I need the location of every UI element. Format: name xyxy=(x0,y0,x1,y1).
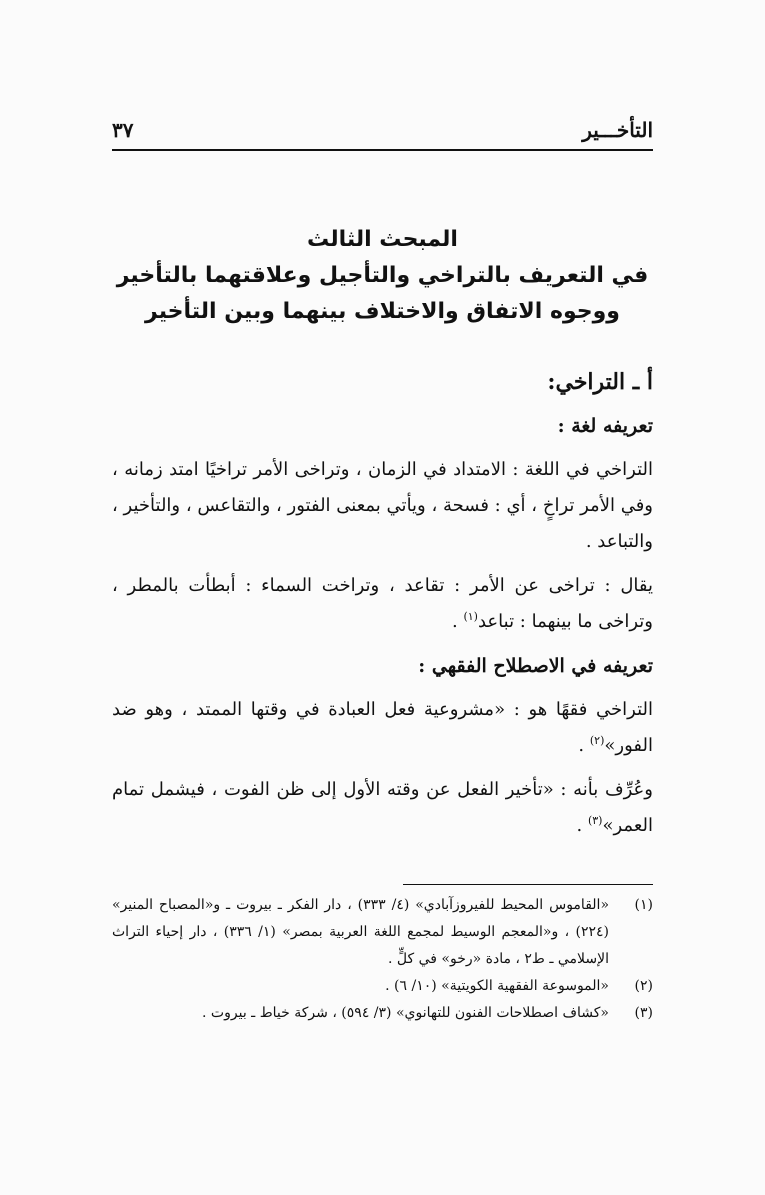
footnote-ref-2[interactable]: (٢) xyxy=(589,734,605,747)
footnote-number: (٢) xyxy=(634,978,653,994)
paragraph-3 xyxy=(112,692,653,764)
footnote-3 xyxy=(112,1000,653,1027)
footnote-ref-3[interactable]: (٣) xyxy=(587,814,603,827)
paragraph-1: التراخي في اللغة : الامتداد في الزمان ، وتراخى الأمر تراخيًا امتد زمانه ، وفي الأمر تراخٍ ، أي : فسحة ، ويأتي بمعنى الفتور ، والتقاعس ، والتأخير ، والتباعد . xyxy=(112,459,653,552)
paragraph-4 xyxy=(112,772,653,844)
paragraph-2-text: يقال : تراخى عن الأمر : تقاعد ، وتراخت السماء : أبطأت بالمطر ، وتراخى ما بينهما : تباعد xyxy=(112,575,653,632)
footnote-2 xyxy=(112,973,653,1000)
footnote-text: «الموسوعة الفقهية الكويتية» (١٠/ ٦) . xyxy=(385,978,609,994)
heading-line-3: ووجوه الاتفاق والاختلاف بينهما وبين التأخير xyxy=(145,299,620,324)
footnote-1 xyxy=(112,892,653,973)
section-title: أ ـ التراخي: xyxy=(547,369,653,395)
footnote-number: (٣) xyxy=(634,1005,653,1021)
footnotes xyxy=(112,892,653,1027)
running-head xyxy=(112,118,653,150)
footnote-rule xyxy=(403,884,653,885)
page-number: ٣٧ xyxy=(112,118,134,142)
heading-line-1: المبحث الثالث xyxy=(307,227,458,252)
footnote-text: «كشاف اصطلاحات الفنون للتهانوي» (٣/ ٥٩٤) ، شركة خياط ـ بيروت . xyxy=(202,1005,609,1021)
paragraph-2-end: . xyxy=(452,611,464,632)
footnote-ref-1[interactable]: (١) xyxy=(463,610,478,623)
paragraph-3-end: . xyxy=(578,735,590,756)
paragraph-2 xyxy=(112,568,653,640)
paragraph-4-text: وعُرِّف بأنه : «تأخير الفعل عن وقته الأول إلى ظن الفوت ، فيشمل تمام العمر» xyxy=(112,779,653,836)
running-head-title: التأخـــير xyxy=(582,118,653,142)
main-text xyxy=(112,362,653,852)
language-definition-heading: تعريفه لغة : xyxy=(557,415,653,437)
paragraph-4-end: . xyxy=(576,815,588,836)
heading-line-2: في التعريف بالتراخي والتأجيل وعلاقتهما بالتأخير xyxy=(116,263,649,288)
paragraph-3-text: التراخي فقهًا هو : «مشروعية فعل العبادة في وقتها الممتد ، وهو ضد الفور» xyxy=(112,699,653,756)
footnote-text: «القاموس المحيط للفيروزآبادي» (٤/ ٣٣٣) ، دار الفكر ـ بيروت ـ و«المصباح المنير» (٢٢٤) ، و«المعجم الوسيط لمجمع اللغة العربية بمصر» (١/ ٣٣٦) ، دار إحياء التراث الإسلامي ـ ط٢ ، مادة «رخو» في كلٍّ . xyxy=(112,897,610,967)
header-rule xyxy=(112,149,653,151)
fiqh-definition-heading: تعريفه في الاصطلاح الفقهي : xyxy=(418,655,653,677)
footnote-number: (١) xyxy=(634,897,653,913)
chapter-heading xyxy=(112,222,653,330)
